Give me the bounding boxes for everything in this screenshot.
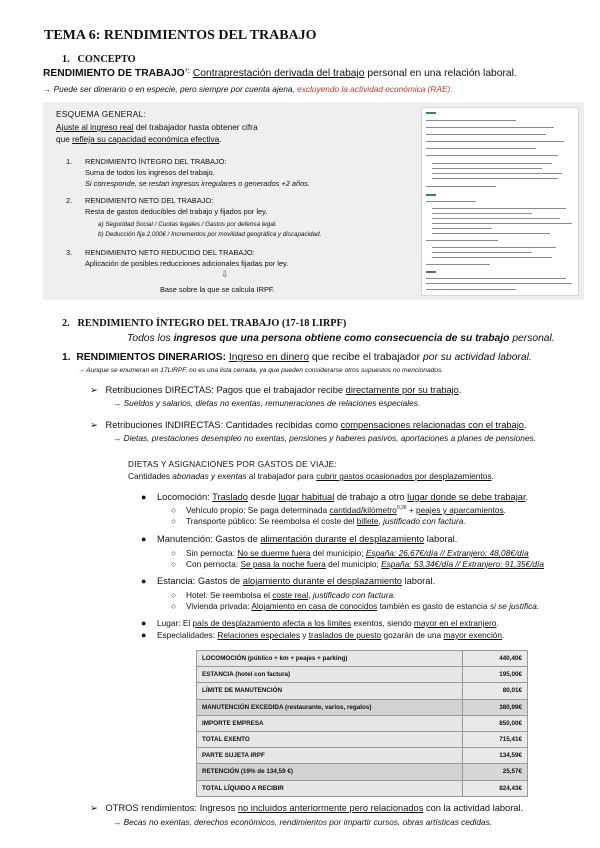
viv-a: Vivienda privada: — [186, 601, 252, 611]
section-1-heading — [62, 54, 136, 65]
table-row — [197, 748, 528, 764]
thumb-heading — [426, 194, 436, 196]
dinerarios-note: → Aunque se enumeran en 17LIRPF, no es una lista cerrada, ya que pueden considerarse otros supuestos no mencionados. — [78, 367, 444, 374]
definition-line — [43, 68, 517, 79]
scheme-arrow: ⇩ — [221, 269, 229, 279]
section-title: RENDIMIENTO ÍNTEGRO DEL TRABAJO (17-18 LIRPF) — [77, 318, 347, 329]
lugar-line — [157, 618, 499, 628]
sub-bullet: ○ — [171, 548, 177, 558]
dietas-intro-a: Cantidades — [128, 471, 173, 481]
directas-u: directamente por su trabajo — [345, 385, 459, 395]
sub-bullet: ○ — [171, 559, 177, 569]
thumb-heading — [426, 112, 436, 114]
section-2-heading — [62, 318, 346, 329]
scheme-intro-1-u: Ajuste al ingreso real — [56, 122, 134, 132]
definition-term: RENDIMIENTO DE TRABAJO — [43, 68, 185, 79]
table-row — [197, 667, 528, 683]
table-label: TOTAL LÍQUIDO A RECIBIR — [197, 780, 463, 796]
loc-u3: lugar donde se debe trabajar — [407, 492, 526, 502]
viv-b: también es gasto de estancia — [377, 601, 490, 611]
hot-i: justificado con factura. — [312, 590, 396, 600]
cp-u: Se pasa la noche fuera — [240, 559, 326, 569]
sub-bullet: ○ — [171, 516, 177, 526]
thumb-line — [432, 173, 562, 174]
lug-u2: mayor en el extranjero — [413, 618, 497, 628]
indirectas-note: → Dietas, prestaciones desempleo no exentas, pensiones y haberes pasivos, aportaciones a planes de pensiones. — [113, 433, 536, 443]
thumb-line — [426, 155, 558, 156]
table-value: 134,59€ — [463, 748, 528, 764]
hotel-line — [186, 590, 395, 600]
indirectas-line — [90, 420, 527, 431]
section-title: CONCEPTO — [77, 54, 136, 65]
table-value: 380,99€ — [463, 699, 528, 715]
dinerarios-heading — [62, 352, 532, 363]
cp-a: Con pernocta: — [186, 559, 241, 569]
vivienda-line — [186, 601, 539, 611]
viv-u: Alojamiento en casa de conocidos — [251, 601, 378, 611]
thumb-line — [432, 168, 542, 169]
dietas-title: DIETAS Y ASIGNACIONES POR GASTOS DE VIAJE: — [128, 459, 337, 469]
loc-d: . — [525, 492, 529, 502]
lug-a: Lugar: El — [157, 618, 193, 628]
directas-line — [90, 385, 461, 396]
thumb-line — [432, 228, 492, 229]
thumb-line — [432, 247, 556, 248]
directas-a: Retribuciones DIRECTAS: Pagos que el trabajador recibe — [105, 385, 346, 395]
esp-u: Relaciones especiales — [217, 630, 300, 640]
thumb-line — [426, 141, 564, 142]
tp-b: , — [378, 516, 384, 526]
section-number: 2. — [62, 318, 70, 329]
table-value: 25,57€ — [463, 764, 528, 780]
thumb-line — [432, 178, 558, 179]
definition-text-u: Contraprestación derivada del trabajo — [192, 68, 365, 79]
bullet-dot: ● — [141, 492, 147, 502]
section-2-def-a: Todos los — [127, 333, 174, 344]
veh-b: + — [406, 505, 417, 515]
scheme-intro-2-a: que — [56, 134, 73, 144]
loc-u1: Traslado — [212, 492, 248, 502]
dinerarios-title: RENDIMIENTOS DINERARIOS: — [76, 352, 227, 363]
viv-i: si se justifica. — [489, 601, 540, 611]
table-label: RETENCIÓN (19% de 134,59 €) — [197, 764, 463, 780]
table-value: 824,43€ — [463, 780, 528, 796]
tp-a: Transporte público: Se reembolsa el coste del — [186, 516, 357, 526]
table-label: TOTAL EXENTO — [197, 731, 463, 747]
thumb-line — [426, 186, 496, 187]
table-label: MANUTENCIÓN EXCEDIDA (restaurante, varios, regalos) — [197, 699, 463, 715]
cp-u2: España: 53,34€/día // Extranjero: 91,35€/día — [381, 559, 544, 569]
tp-i: justificado con factura. — [383, 516, 466, 526]
thumb-line — [426, 289, 516, 290]
dietas-intro-u: cubrir gastos ocasionados por desplazamientos — [316, 471, 492, 481]
scheme-item-1-line-2: Si corresponde, se restan ingresos irregulares o generados +2 años. — [85, 179, 310, 188]
dietas-intro-i: abonadas y exentas — [172, 471, 247, 481]
locomocion-line — [157, 492, 528, 502]
dinerarios-italic: por su actividad laboral. — [422, 352, 532, 363]
scheme-item-3-number: 3. — [66, 248, 73, 257]
table-label: LOCOMOCIÓN (público + km + peajes + parking) — [197, 651, 463, 667]
veh-c: . — [503, 505, 506, 515]
note-red: excluyendo la actividad económica (RAE). — [297, 84, 453, 94]
veh-a: Vehículo propio: Se paga determinada — [186, 505, 330, 515]
sin-pernocta-line — [186, 548, 529, 558]
directas-note: → Sueldos y salarios, dietas no exentas, remuneraciones de relaciones especiales. — [113, 398, 421, 408]
sub-bullet: ○ — [171, 505, 177, 515]
scheme-intro-1 — [56, 122, 258, 132]
table-label: IMPORTE EMPRESA — [197, 715, 463, 731]
tp-u: billete — [356, 516, 379, 526]
table-label: PARTE SUJETA IRPF — [197, 748, 463, 764]
scheme-intro-2-u: refleja su capacidad económica efectiva — [72, 134, 220, 144]
loc-b: desde — [247, 492, 279, 502]
thumb-line — [432, 252, 532, 253]
thumb-line — [432, 223, 572, 224]
scheme-item-2-b: b) Deducción fija 2.000€ / Incrementos por movilidad geográfica y discapacidad. — [98, 231, 322, 238]
thumb-line — [432, 257, 552, 258]
dietas-intro — [128, 471, 494, 481]
scheme-title: ESQUEMA GENERAL: — [56, 109, 147, 119]
dietas-intro-b: al trabajador para — [246, 471, 317, 481]
cp-b: del municipio; — [325, 559, 382, 569]
lug-u: país de desplazamiento afecta a los límites — [192, 618, 352, 628]
table-label: LÍMITE DE MANUTENCIÓN — [197, 683, 463, 699]
table-value: 715,41€ — [463, 731, 528, 747]
bullet-dot: ● — [141, 630, 147, 640]
scheme-item-1-number: 1. — [66, 157, 73, 166]
note-text: Puede ser dinerario o en especie, pero siempre por cuenta ajena, — [53, 84, 298, 94]
thumb-line — [432, 213, 532, 214]
vehiculo-line — [186, 505, 506, 515]
manutencion-line — [157, 534, 457, 544]
table-row — [197, 683, 528, 699]
hot-b: , — [308, 590, 313, 600]
dietas-intro-c: . — [491, 471, 494, 481]
thumb-line — [426, 264, 490, 265]
thumb-line — [426, 278, 566, 279]
table-value: 850,00€ — [463, 715, 528, 731]
scheme-item-2-number: 2. — [66, 196, 73, 205]
lug-c: . — [496, 618, 499, 628]
hot-u: coste real — [272, 590, 309, 600]
man-b: laboral. — [424, 534, 458, 544]
definition-mark: ⁷: — [184, 68, 190, 75]
est-a: Estancia: Gastos de — [157, 576, 243, 586]
veh-sup: 0,26 — [396, 505, 407, 512]
dinerarios-rest: que recibe el trabajador — [309, 352, 423, 363]
table-value: 195,00€ — [463, 667, 528, 683]
note-arrow: → — [43, 84, 52, 94]
indirectas-b: . — [523, 420, 527, 430]
indirectas-a: Retribuciones INDIRECTAS: Cantidades recibidas como — [105, 420, 341, 430]
section-2-definition — [127, 333, 555, 344]
transporte-line — [186, 516, 466, 526]
thumb-line — [426, 283, 572, 284]
otros-line — [90, 803, 523, 814]
page-title: TEMA 6: RENDIMIENTOS DEL TRABAJO — [44, 28, 317, 43]
document-thumbnail — [421, 107, 579, 296]
indirectas-u: compensaciones relacionadas con el trabajo — [340, 420, 524, 430]
section-2-def-b: ingresos que una persona obtiene como consecuencia de su trabajo — [173, 333, 510, 344]
scheme-item-1-title: RENDIMIENTO ÍNTEGRO DEL TRABAJO: — [85, 157, 227, 166]
scheme-item-2-title: RENDIMIENTO NETO DEL TRABAJO: — [85, 196, 214, 205]
scheme-intro-2-b: . — [219, 134, 222, 144]
sp-u: No se duerme fuera — [237, 548, 311, 558]
esp-a: Especialidades: — [157, 630, 218, 640]
thumb-line — [432, 218, 560, 219]
scheme-base: Base sobre la que se calcula IRPF. — [160, 285, 275, 294]
esp-b: y — [299, 630, 309, 640]
scheme-intro-2 — [56, 134, 222, 144]
thumb-line — [432, 233, 550, 234]
scheme-item-3-line-1: Aplicación de posibles reducciones adicionales fijadas por ley. — [85, 259, 289, 268]
thumb-line — [426, 240, 498, 241]
estancia-line — [157, 576, 435, 586]
thumb-line — [426, 120, 516, 121]
section-number: 1. — [62, 54, 70, 65]
thumb-line — [426, 134, 546, 135]
table-value: 80,01€ — [463, 683, 528, 699]
scheme-item-1-line-1: Suma de todos los ingresos del trabajo. — [85, 168, 215, 177]
table-label: ESTANCIA (hotel con factura) — [197, 667, 463, 683]
scheme-item-3-title: RENDIMIENTO NETO REDUCIDO DEL TRABAJO: — [85, 248, 255, 257]
table-row — [197, 764, 528, 780]
man-a: Manutención: Gastos de — [157, 534, 261, 544]
thumb-line — [432, 208, 566, 209]
loc-c: de trabajo a otro — [334, 492, 408, 502]
est-b: laboral. — [401, 576, 436, 586]
thumb-line — [426, 127, 554, 128]
esp-u3: mayor exención — [443, 630, 503, 640]
especialidades-line — [157, 630, 504, 640]
esp-c: gozarán de una — [381, 630, 444, 640]
dinerarios-number: 1. — [62, 352, 71, 363]
otros-b: con la actividad laboral. — [423, 803, 524, 813]
otros-u: no incluidos anteriormente pero relacionados — [237, 803, 424, 813]
hot-a: Hotel: Se reembolsa el — [186, 590, 273, 600]
definition-text: personal en una relación laboral. — [364, 68, 517, 79]
man-u: alimentación durante el desplazamiento — [260, 534, 425, 544]
lug-b: exentos, siendo — [351, 618, 414, 628]
table-row — [197, 699, 528, 715]
thumb-line — [426, 201, 476, 202]
travel-expenses-table — [196, 650, 528, 797]
scheme-item-2-a: a) Seguridad Social / Cuotas legales / Gastos por defensa legal. — [98, 221, 277, 228]
thumb-heading — [426, 271, 436, 273]
con-pernocta-line — [186, 559, 544, 569]
bullet-dot: ● — [141, 534, 147, 544]
esp-d: . — [502, 630, 505, 640]
veh-u: cantidad/kilómetro — [329, 505, 397, 515]
table-value: 440,40€ — [463, 651, 528, 667]
directas-b: . — [458, 385, 462, 395]
sub-bullet: ○ — [171, 601, 177, 611]
sub-bullet: ○ — [171, 590, 177, 600]
definition-note — [43, 84, 453, 94]
bullet-dot: ● — [141, 618, 147, 628]
directas-arrow: ➢ — [90, 385, 98, 395]
sp-a: Sin pernocta: — [186, 548, 238, 558]
dinerarios-u: Ingreso en dinero — [228, 352, 310, 363]
esp-u2: traslados de puesto — [308, 630, 382, 640]
section-2-def-c: personal. — [509, 333, 555, 344]
otros-arrow: ➢ — [90, 803, 98, 813]
otros-note: → Becas no exentas, derechos económicos, rendimientos por impartir cursos, obras artísticas cedidas. — [113, 817, 493, 827]
table-row — [197, 651, 528, 667]
otros-a: OTROS rendimientos: Ingresos — [105, 803, 238, 813]
table-row — [197, 780, 528, 796]
indirectas-arrow: ➢ — [90, 420, 98, 430]
loc-u2: lugar habitual — [278, 492, 335, 502]
table-row — [197, 715, 528, 731]
thumb-line — [426, 148, 536, 149]
sp-u2: España: 26,67€/día // Extranjero: 48,08€/día — [365, 548, 529, 558]
table-row — [197, 731, 528, 747]
thumb-line — [432, 163, 552, 164]
veh-u2: peajes y aparcamientos — [416, 505, 504, 515]
loc-a: Locomoción: — [157, 492, 213, 502]
est-u: alojamiento durante el desplazamiento — [242, 576, 402, 586]
bullet-dot: ● — [141, 576, 147, 586]
scheme-item-2-line-1: Resta de gastos deducibles del trabajo y fijados por ley. — [85, 207, 268, 216]
scheme-intro-1-rest: del trabajador hasta obtener cifra — [133, 122, 258, 132]
sp-b: del municipio; — [310, 548, 366, 558]
